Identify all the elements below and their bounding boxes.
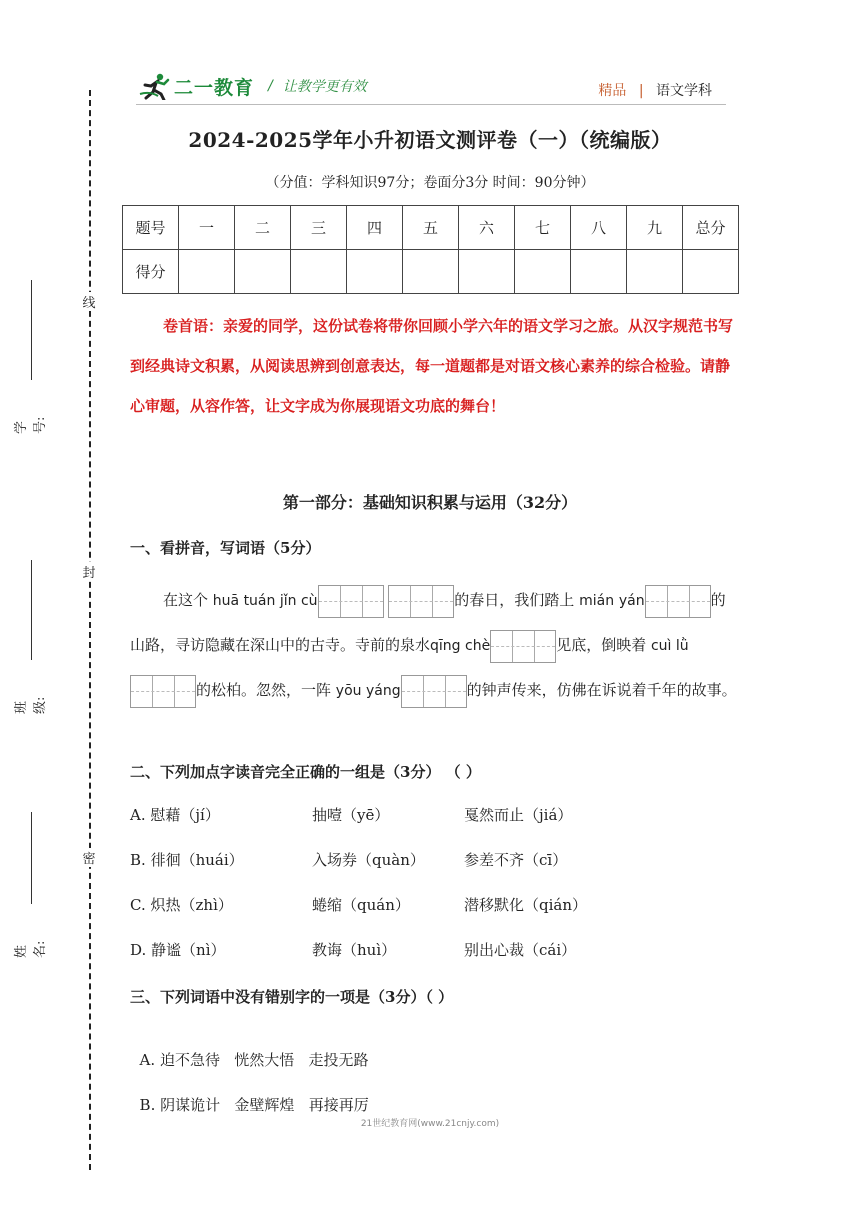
score-table-cell: 四 xyxy=(347,206,403,250)
slogan-separator: / xyxy=(268,78,273,94)
score-table-cell: 一 xyxy=(179,206,235,250)
binding-char-secret: 密 xyxy=(79,848,99,867)
option-item: 阴谋诡计 金壁辉煌 再接再厉 xyxy=(160,1096,369,1114)
part1-title: 第一部分：基础知识积累与运用（32分） xyxy=(282,493,578,512)
header-logo xyxy=(138,72,367,100)
q1-text-1: 在这个 xyxy=(163,591,209,609)
option-item: 教诲（huì） xyxy=(312,941,397,959)
slogan: 让教学更有效 xyxy=(282,79,367,95)
score-input-cell[interactable] xyxy=(627,250,683,294)
score-table-cell: 五 xyxy=(403,206,459,250)
score-input-cell[interactable] xyxy=(235,250,291,294)
name-line xyxy=(31,812,32,904)
score-table-cell: 三 xyxy=(291,206,347,250)
runner-logo-icon xyxy=(138,72,172,100)
option-item: 抽噎（yē） xyxy=(312,806,390,824)
score-input-cell[interactable] xyxy=(403,250,459,294)
subject-tag xyxy=(598,80,712,100)
writing-box[interactable] xyxy=(401,675,467,708)
score-table-cell: 九 xyxy=(627,206,683,250)
binding-dashed-line xyxy=(89,90,91,1170)
score-table xyxy=(122,205,739,294)
option-item: 潜移默化（qián） xyxy=(464,896,588,914)
option-letter: B. xyxy=(130,851,146,869)
q1-text-6: 的钟声传来，仿佛在诉说着千年的故事。 xyxy=(466,681,737,699)
option-letter: A. xyxy=(130,806,146,824)
writing-box[interactable] xyxy=(318,585,384,618)
page-title: 2024-2025学年小升初语文测评卷（一）（统编版） xyxy=(188,128,672,152)
student-no-label: 学号: xyxy=(14,416,48,434)
q3-title: 三、下列词语中没有错别字的一项是（3分）（ ） xyxy=(130,988,454,1006)
score-input-cell[interactable] xyxy=(179,250,235,294)
intro-text: 卷首语：亲爱的同学，这份试卷将带你回顾小学六年的语文学习之旅。从汉字规范书写到经典诗文积累，从阅读思辨到创意表达，每一道题都是对语文核心素养的综合检验。请静心审题，从容作答，让文字成为你展现语文功底的舞台！ xyxy=(130,317,734,415)
score-table-cell: 六 xyxy=(459,206,515,250)
logo-text: 二一教育 xyxy=(174,76,255,99)
option-item: 炽热（zhì） xyxy=(150,896,233,914)
class-label: 班级: xyxy=(14,696,48,714)
option-item: 静谧（nì） xyxy=(151,941,226,959)
score-input-cell[interactable] xyxy=(347,250,403,294)
option-item: 蜷缩（quán） xyxy=(312,896,410,914)
tag-quality: 精品 xyxy=(598,83,627,99)
option-letter: B. xyxy=(139,1096,156,1114)
q1-pinyin-1: huā tuán jǐn cù xyxy=(212,593,318,609)
q2-option-a[interactable] xyxy=(130,804,730,826)
option-item: 入场券（quàn） xyxy=(312,851,425,869)
score-table-score-row xyxy=(123,250,739,294)
option-item: 别出心裁（cái） xyxy=(464,941,577,959)
option-item: 徘徊（huái） xyxy=(150,851,244,869)
q1-text-5: 的松柏。忽然，一阵 xyxy=(196,681,332,699)
q1-text-2: 的春日，我们踏上 xyxy=(454,591,575,609)
q1-text-3: 的山路，寻访隐藏在深山中的古寺。寺前的泉水 xyxy=(130,591,726,654)
option-letter: A. xyxy=(139,1051,156,1069)
option-item: 参差不齐（cī） xyxy=(464,851,568,869)
class-line xyxy=(31,560,32,660)
score-table-cell: 题号 xyxy=(123,206,179,250)
student-no-line xyxy=(31,280,32,380)
q2-title: 二、下列加点字读音完全正确的一组是（3分） （ ） xyxy=(130,763,481,781)
q1-pinyin-4: cuì lǜ xyxy=(650,638,689,654)
q2-option-c[interactable] xyxy=(130,894,730,916)
score-table-cell: 二 xyxy=(235,206,291,250)
q1-title: 一、看拼音，写词语（5分） xyxy=(130,539,321,557)
q3-option-b[interactable] xyxy=(130,1076,369,1115)
option-letter: C. xyxy=(130,896,146,914)
writing-box[interactable] xyxy=(645,585,711,618)
writing-box[interactable] xyxy=(130,675,196,708)
score-table-cell: 总分 xyxy=(683,206,739,250)
q1-text-4: 见底，倒映着 xyxy=(556,636,647,654)
q1-paragraph xyxy=(130,578,738,713)
binding-char-line: 线 xyxy=(79,292,99,311)
tag-separator: | xyxy=(638,83,644,99)
q1-pinyin-3: qīng chè xyxy=(430,638,491,654)
header-divider xyxy=(136,104,726,105)
binding-char-seal: 封 xyxy=(79,562,99,581)
score-input-cell[interactable] xyxy=(515,250,571,294)
score-input-cell[interactable] xyxy=(459,250,515,294)
name-label: 姓名: xyxy=(14,940,48,958)
q2-option-d[interactable] xyxy=(130,939,730,961)
q1-pinyin-2b: yán xyxy=(618,593,645,609)
score-input-cell[interactable] xyxy=(683,250,739,294)
option-item: 戛然而止（jiá） xyxy=(464,806,573,824)
footer: 21世纪教育网(www.21cnjy.com) xyxy=(360,1119,500,1129)
page-subtitle: （分值：学科知识97分；卷面分3分 时间：90分钟） xyxy=(265,175,595,191)
writing-box[interactable] xyxy=(490,630,556,663)
option-item: 迫不急待 恍然大悟 走投无路 xyxy=(159,1051,369,1069)
q1-pinyin-2: mián xyxy=(579,593,615,609)
score-table-header-row xyxy=(123,206,739,250)
writing-box[interactable] xyxy=(388,585,454,618)
tag-subject: 语文学科 xyxy=(656,83,712,99)
q2-option-b[interactable] xyxy=(130,849,730,871)
score-table-cell: 七 xyxy=(515,206,571,250)
q3-option-a[interactable] xyxy=(130,1031,369,1070)
score-table-cell: 八 xyxy=(571,206,627,250)
score-input-cell[interactable] xyxy=(571,250,627,294)
option-item: 慰藉（jí） xyxy=(150,806,220,824)
score-input-cell[interactable] xyxy=(291,250,347,294)
option-letter: D. xyxy=(130,941,147,959)
q1-pinyin-5: yōu yáng xyxy=(335,683,401,699)
score-row-label: 得分 xyxy=(123,250,179,294)
